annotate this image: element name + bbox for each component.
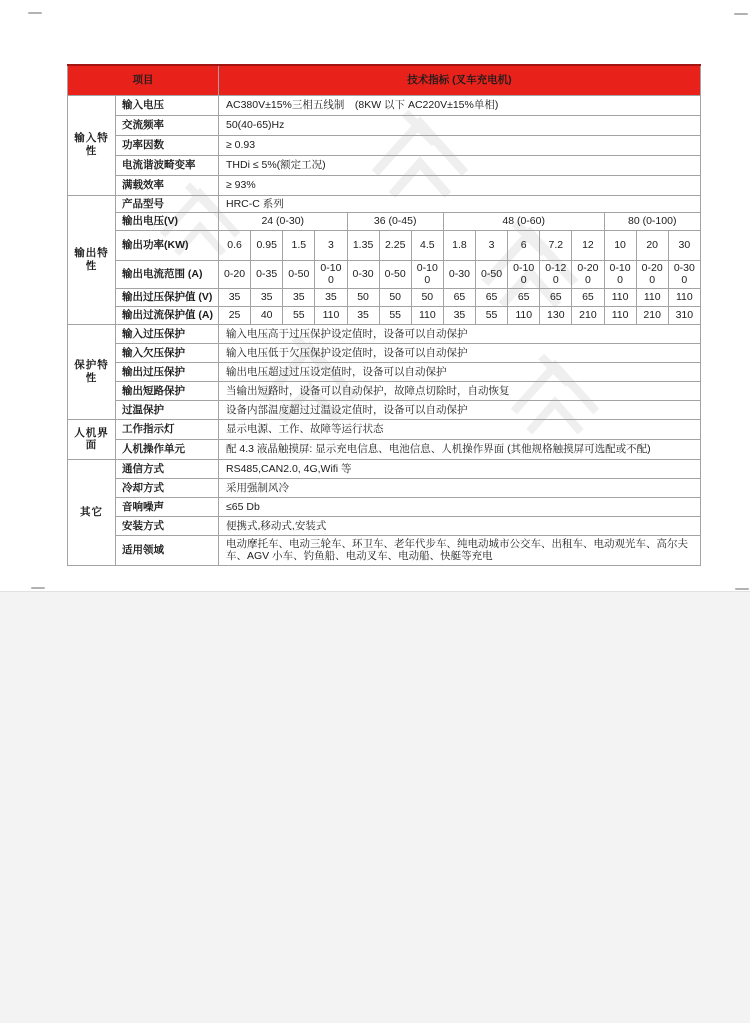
row-label: 输出过压保护值 (V) xyxy=(116,288,219,306)
ovp-cell: 65 xyxy=(476,288,508,306)
header-spec-column: 技术指标 (叉车充电机) xyxy=(219,65,701,95)
table-header-row xyxy=(68,65,701,95)
crop-mark-bottom-right xyxy=(735,588,749,590)
ocp-cell: 40 xyxy=(251,306,283,324)
ocp-cell: 110 xyxy=(508,306,540,324)
table-row xyxy=(68,419,701,439)
current-cell: 0-300 xyxy=(668,260,700,288)
ovp-cell: 35 xyxy=(315,288,347,306)
power-cell: 0.95 xyxy=(251,230,283,260)
current-cell: 0-50 xyxy=(476,260,508,288)
row-value: 采用强制风冷 xyxy=(219,478,701,497)
ovp-cell: 110 xyxy=(636,288,668,306)
table-row xyxy=(68,362,701,381)
table-row xyxy=(68,175,701,195)
row-label: 适用领域 xyxy=(116,535,219,565)
row-label: 输出电流范围 (A) xyxy=(116,260,219,288)
row-label: 过温保护 xyxy=(116,400,219,419)
row-label: 电流谐波畸变率 xyxy=(116,155,219,175)
power-cell: 7.2 xyxy=(540,230,572,260)
spec-table xyxy=(67,64,701,566)
table-row xyxy=(68,459,701,478)
power-cell: 30 xyxy=(668,230,700,260)
ocp-cell: 110 xyxy=(315,306,347,324)
crop-mark-top-right xyxy=(734,13,748,15)
table-row xyxy=(68,115,701,135)
table-row xyxy=(68,324,701,343)
current-cell: 0-50 xyxy=(379,260,411,288)
current-cell: 0-30 xyxy=(347,260,379,288)
ovp-cell: 50 xyxy=(379,288,411,306)
row-label: 安装方式 xyxy=(116,516,219,535)
current-cell: 0-200 xyxy=(636,260,668,288)
power-cell: 10 xyxy=(604,230,636,260)
table-row xyxy=(68,155,701,175)
ovp-cell: 65 xyxy=(508,288,540,306)
row-value: ≤65 Db xyxy=(219,497,701,516)
ocp-cell: 35 xyxy=(443,306,475,324)
row-label: 音响噪声 xyxy=(116,497,219,516)
row-label: 输出电压(V) xyxy=(116,213,219,231)
voltage-group-cell: 48 (0-60) xyxy=(443,213,604,231)
row-value: THDi ≤ 5%(额定工况) xyxy=(219,155,701,175)
current-cell: 0-120 xyxy=(540,260,572,288)
power-cell: 0.6 xyxy=(219,230,251,260)
current-cell: 0-100 xyxy=(604,260,636,288)
power-cell: 12 xyxy=(572,230,604,260)
row-value: 当输出短路时，设备可以自动保护，故障点切除时，自动恢复 xyxy=(219,381,701,400)
power-cell: 4.5 xyxy=(411,230,443,260)
table-row xyxy=(68,439,701,459)
ocp-cell: 55 xyxy=(476,306,508,324)
current-cell: 0-20 xyxy=(219,260,251,288)
ocp-cell: 110 xyxy=(411,306,443,324)
table-row xyxy=(68,288,701,306)
ocp-cell: 110 xyxy=(604,306,636,324)
row-value: AC380V±15%三相五线制 (8KW 以下 AC220V±15%单相) xyxy=(219,95,701,115)
current-cell: 0-100 xyxy=(411,260,443,288)
ocp-cell: 35 xyxy=(347,306,379,324)
current-cell: 0-35 xyxy=(251,260,283,288)
table-row xyxy=(68,400,701,419)
row-label: 满载效率 xyxy=(116,175,219,195)
table-row xyxy=(68,478,701,497)
ovp-cell: 65 xyxy=(572,288,604,306)
row-label: 工作指示灯 xyxy=(116,419,219,439)
current-cell: 0-100 xyxy=(508,260,540,288)
table-row xyxy=(68,95,701,115)
row-value: ≥ 0.93 xyxy=(219,135,701,155)
ocp-cell: 25 xyxy=(219,306,251,324)
ovp-cell: 35 xyxy=(283,288,315,306)
header-item-column: 项目 xyxy=(68,65,219,95)
crop-mark-bottom-left xyxy=(31,587,45,589)
row-value: ≥ 93% xyxy=(219,175,701,195)
row-value: 输入电压低于欠压保护设定值时，设备可以自动保护 xyxy=(219,343,701,362)
current-cell: 0-50 xyxy=(283,260,315,288)
current-cell: 0-30 xyxy=(443,260,475,288)
row-label: 输入电压 xyxy=(116,95,219,115)
row-label: 输入过压保护 xyxy=(116,324,219,343)
power-cell: 2.25 xyxy=(379,230,411,260)
ovp-cell: 65 xyxy=(540,288,572,306)
row-value: 设备内部温度超过过温设定值时，设备可以自动保护 xyxy=(219,400,701,419)
voltage-group-cell: 80 (0-100) xyxy=(604,213,700,231)
table-row xyxy=(68,535,701,565)
current-cell: 0-200 xyxy=(572,260,604,288)
table-row xyxy=(68,260,701,288)
table-row xyxy=(68,213,701,231)
table-row xyxy=(68,195,701,213)
ovp-cell: 110 xyxy=(668,288,700,306)
ovp-cell: 65 xyxy=(443,288,475,306)
row-value: 显示电源、工作、故障等运行状态 xyxy=(219,419,701,439)
ocp-cell: 130 xyxy=(540,306,572,324)
power-cell: 1.35 xyxy=(347,230,379,260)
power-cell: 6 xyxy=(508,230,540,260)
row-label: 输出功率(KW) xyxy=(116,230,219,260)
row-value: HRC-C 系列 xyxy=(219,195,701,213)
row-label: 输出短路保护 xyxy=(116,381,219,400)
category-cell-output: 输出特性 xyxy=(68,195,116,324)
row-label: 冷却方式 xyxy=(116,478,219,497)
power-cell: 3 xyxy=(476,230,508,260)
row-label: 输出过压保护 xyxy=(116,362,219,381)
ocp-cell: 210 xyxy=(636,306,668,324)
table-row xyxy=(68,497,701,516)
ovp-cell: 50 xyxy=(347,288,379,306)
table-row xyxy=(68,381,701,400)
page-background-bottom xyxy=(0,591,750,1023)
power-cell: 1.8 xyxy=(443,230,475,260)
row-value: RS485,CAN2.0, 4G,Wifi 等 xyxy=(219,459,701,478)
crop-mark-top-left xyxy=(28,12,42,14)
power-cell: 20 xyxy=(636,230,668,260)
row-value: 输出电压超过过压设定值时，设备可以自动保护 xyxy=(219,362,701,381)
table-row xyxy=(68,230,701,260)
ovp-cell: 35 xyxy=(219,288,251,306)
row-label: 人机操作单元 xyxy=(116,439,219,459)
ocp-cell: 55 xyxy=(283,306,315,324)
voltage-group-cell: 36 (0-45) xyxy=(347,213,443,231)
row-label: 输出过流保护值 (A) xyxy=(116,306,219,324)
row-label: 交流频率 xyxy=(116,115,219,135)
ovp-cell: 110 xyxy=(604,288,636,306)
table-row xyxy=(68,343,701,362)
row-value: 便携式,移动式,安装式 xyxy=(219,516,701,535)
voltage-group-cell: 24 (0-30) xyxy=(219,213,348,231)
ovp-cell: 35 xyxy=(251,288,283,306)
row-label: 通信方式 xyxy=(116,459,219,478)
table-row xyxy=(68,306,701,324)
table-row xyxy=(68,516,701,535)
row-value: 配 4.3 液晶触摸屏: 显示充电信息、电池信息、人机操作界面 (其他规格触摸屏可选配或不配) xyxy=(219,439,701,459)
category-cell-hmi: 人机界面 xyxy=(68,419,116,459)
power-cell: 3 xyxy=(315,230,347,260)
row-label: 产品型号 xyxy=(116,195,219,213)
ovp-cell: 50 xyxy=(411,288,443,306)
current-cell: 0-100 xyxy=(315,260,347,288)
row-label: 输入欠压保护 xyxy=(116,343,219,362)
table-row xyxy=(68,135,701,155)
ocp-cell: 310 xyxy=(668,306,700,324)
category-cell-protection: 保护特性 xyxy=(68,324,116,419)
row-value: 输入电压高于过压保护设定值时，设备可以自动保护 xyxy=(219,324,701,343)
row-label: 功率因数 xyxy=(116,135,219,155)
row-value: 电动摩托车、电动三轮车、环卫车、老年代步车、纯电动城市公交车、出租车、电动观光车、高尔夫车、AGV 小车、钓鱼船、电动叉车、电动船、快艇等充电 xyxy=(219,535,701,565)
ocp-cell: 210 xyxy=(572,306,604,324)
ocp-cell: 55 xyxy=(379,306,411,324)
power-cell: 1.5 xyxy=(283,230,315,260)
row-value: 50(40-65)Hz xyxy=(219,115,701,135)
category-cell-input: 输入特性 xyxy=(68,95,116,195)
category-cell-other: 其它 xyxy=(68,459,116,565)
